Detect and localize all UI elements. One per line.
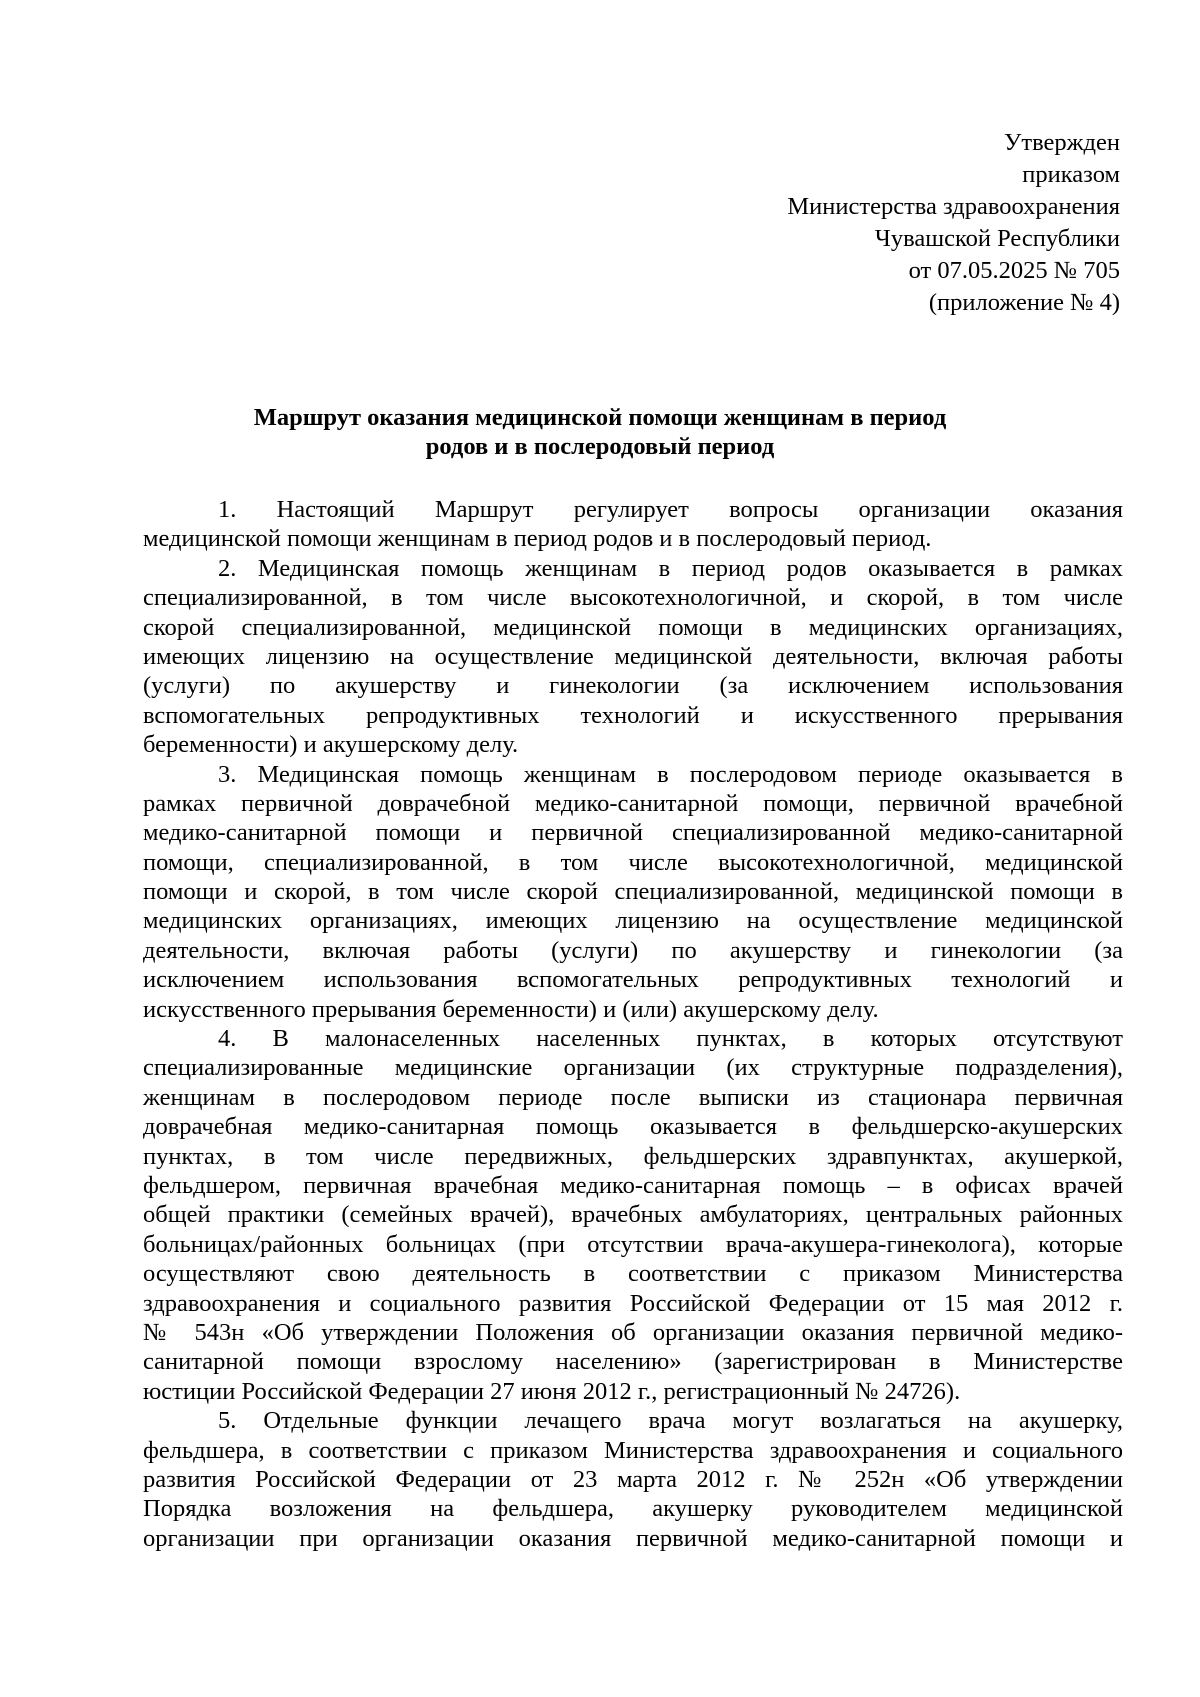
approval-line: Чувашской Республики [874, 225, 1120, 252]
text-line: беременности) и акушерскому делу. [143, 731, 519, 759]
text-line: медицинской помощи женщинам в период родов и в послеродовый период. [143, 525, 932, 553]
text-line: юстиции Российской Федерации 27 июня 2012 г., регистрационный № 24726). [143, 1377, 961, 1405]
text-line: медико-санитарной помощи и первичной специализированной медико-санитарной [143, 819, 1123, 847]
text-line: фельдшера, в соответствии с приказом Министерства здравоохранения и социального [143, 1436, 1123, 1464]
text-line: общей практики (семейных врачей), врачебных амбулаториях, центральных районных [143, 1201, 1123, 1229]
text-line: рамках первичной доврачебной медико-санитарной помощи, первичной врачебной [143, 789, 1123, 817]
text-line: помощи и скорой, в том числе скорой специализированной, медицинской помощи в [143, 878, 1123, 906]
text-line: 2. Медицинская помощь женщинам в период родов оказывается в рамках [218, 554, 1123, 582]
text-line: доврачебная медико-санитарная помощь оказывается в фельдшерско-акушерских [143, 1113, 1123, 1141]
text-line: имеющих лицензию на осуществление медицинской деятельности, включая работы [143, 642, 1123, 670]
text-line: санитарной помощи взрослому населению» (зарегистрирован в Министерстве [143, 1348, 1123, 1376]
text-line: искусственного прерывания беременности) и (или) акушерскому делу. [143, 995, 879, 1023]
text-line: осуществляют свою деятельность в соответствии с приказом Министерства [143, 1260, 1123, 1288]
title-line: Маршрут оказания медицинской помощи женщинам в период [253, 404, 947, 431]
text-line: фельдшером, первичная врачебная медико-санитарная помощь – в офисах врачей [143, 1171, 1123, 1199]
approval-line: Утвержден [1004, 129, 1120, 156]
approval-line: Министерства здравоохранения [787, 193, 1120, 220]
text-line: (услуги) по акушерству и гинекологии (за исключением использования [143, 672, 1123, 700]
text-line: 5. Отдельные функции лечащего врача могут возлагаться на акушерку, [218, 1407, 1123, 1435]
text-line: вспомогательных репродуктивных технологий и искусственного прерывания [143, 701, 1123, 729]
paragraph-2 [143, 554, 1123, 760]
text-line: скорой специализированной, медицинской помощи в медицинских организациях, [143, 613, 1123, 641]
paragraph-5 [143, 1406, 1123, 1553]
text-line: 3. Медицинская помощь женщинам в послеродовом периоде оказывается в [218, 760, 1123, 788]
title-line: родов и в послеродовый период [425, 433, 775, 460]
text-line: медицинских организациях, имеющих лицензию на осуществление медицинской [143, 907, 1123, 935]
text-line: пунктах, в том числе передвижных, фельдшерских здравпунктах, акушеркой, [143, 1142, 1123, 1170]
document-body [143, 495, 1123, 1553]
document-title [0, 403, 1200, 461]
text-line: организации при организации оказания первичной медико-санитарной помощи и [143, 1524, 1123, 1552]
approval-line: приказом [1022, 161, 1120, 188]
approval-stamp-block [787, 127, 1120, 319]
text-line: № 543н «Об утверждении Положения об организации оказания первичной медико- [143, 1318, 1123, 1346]
paragraph-1 [143, 495, 1123, 554]
text-line: здравоохранения и социального развития Российской Федерации от 15 мая 2012 г. [143, 1289, 1123, 1317]
text-line: исключением использования вспомогательных репродуктивных технологий и [143, 966, 1123, 994]
approval-line: от 07.05.2025 № 705 [908, 257, 1120, 284]
text-line: Порядка возложения на фельдшера, акушерку руководителем медицинской [143, 1495, 1123, 1523]
text-line: развития Российской Федерации от 23 марта 2012 г. № 252н «Об утверждении [143, 1465, 1123, 1493]
text-line: 1. Настоящий Маршрут регулирует вопросы организации оказания [218, 496, 1123, 523]
paragraph-3 [143, 760, 1123, 1025]
text-line: специализированные медицинские организации (их структурные подразделения), [143, 1054, 1123, 1082]
paragraph-4 [143, 1024, 1123, 1406]
text-line: специализированной, в том числе высокотехнологичной, и скорой, в том числе [143, 584, 1123, 612]
text-line: деятельности, включая работы (услуги) по акушерству и гинекологии (за [143, 936, 1123, 964]
approval-line: (приложение № 4) [928, 289, 1120, 316]
text-line: помощи, специализированной, в том числе высокотехнологичной, медицинской [143, 848, 1123, 876]
text-line: женщинам в послеродовом периоде после выписки из стационара первичная [143, 1083, 1123, 1111]
text-line: больницах/районных больницах (при отсутствии врача-акушера-гинеколога), которые [143, 1230, 1123, 1258]
text-line: 4. В малонаселенных населенных пунктах, в которых отсутствуют [218, 1025, 1123, 1053]
